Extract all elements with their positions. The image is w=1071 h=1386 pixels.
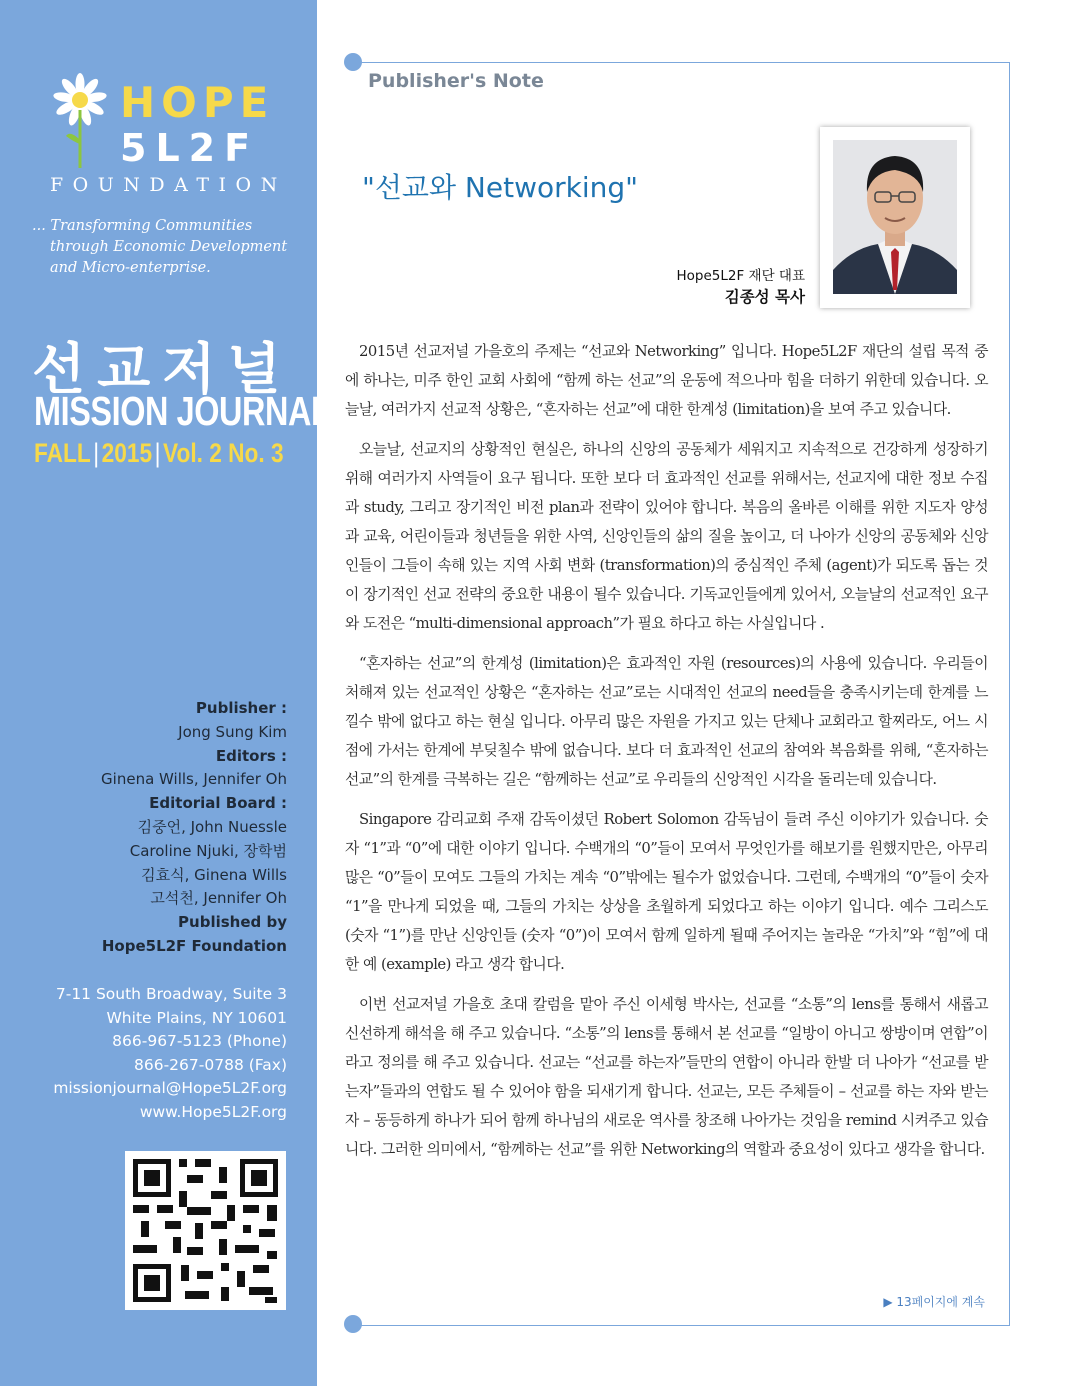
fax-number: 866-267-0788 (Fax) (134, 1055, 287, 1074)
author-name: 김종성 목사 (724, 288, 805, 306)
foundation-logo (48, 70, 288, 195)
article-paragraph: “혼자하는 선교”의 한계성 (limitation)은 효과적인 자원 (resources)의 사용에 있습니다. 우리들이 처해져 있는 선교적인 상황은 “혼자하는 선교”로는 시대적인 선교의 need들을 충족시키는데 한계를 느낄수 밖에 없다고 하는 현실 입니다. 아무리 많은 자원을 가지고 있는 단체나 교회라고 할찌라도, 어느 시점에 가서는 한계에 부딪칠수 밖에 없습니다. 보다 더 효과적인 선교의 참여와 복음화를 위해, “혼자하는 선교”의 한계를 극복하는 길은 “함께하는 선교”로 우리들의 신앙적인 시각을 돌리는데 있습니다. (345, 655, 988, 788)
board-member: 고석천, Jennifer Oh (150, 889, 287, 908)
issue-season: FALL (34, 438, 91, 468)
editorial-board-label: Editorial Board : (149, 794, 287, 813)
author-role: Hope5L2F 재단 대표 (676, 268, 805, 284)
editors-label: Editors : (215, 746, 287, 765)
address-street: 7-11 South Broadway, Suite 3 (55, 985, 287, 1003)
publisher-name: Jong Sung Kim (178, 722, 287, 741)
article-paragraph: 오늘날, 선교지의 상황적인 현실은, 하나의 신앙의 공동체가 세워지고 지속적으로 건강하게 성장하기 위해 여러가지 사역들이 요구 됩니다. 또한 보다 더 효과적인 선교를 위해서는, 선교지에 대한 정보 수집과 study, 그리고 장기적인 비전 plan과 전략이 있어야 합니다. 복음의 올바른 이해를 위한 지도자 양성과 교육, 어린이들과 청년들을 위한 사역, 신앙인들의 삶의 질을 높이고, 더 나아가 신앙의 공동체와 신앙인들이 그들이 속해 있는 지역 사회 변화 (transformation)의 중심적인 주체 (agent)가 되도록 돕는 것이 장기적인 선교 전략의 중요한 내용이 될수 있습니다. 기독교인들에게 있어서, 오늘날의 선교적인 요구와 도전은 “multi-dimensional approach”가 필요 하다고 하는 사실입니다 . (345, 441, 988, 632)
website-link[interactable]: www.Hope5L2F.org (139, 1102, 287, 1121)
masthead (27, 697, 287, 959)
frame-dot-top (344, 53, 362, 71)
section-label: Publisher's Note (368, 70, 544, 92)
continued-on-page-link[interactable]: ▶ 13페이지에 계속 (883, 1295, 985, 1309)
board-member: Caroline Njuki, 장학범 (129, 841, 287, 860)
sidebar (0, 0, 331, 1386)
journal-title-korean: 선교저널 (32, 337, 293, 401)
publisher-label: Publisher : (195, 699, 287, 717)
article-paragraph: 이번 선교저널 가을호 초대 칼럼을 맡아 주신 이세형 박사는, 선교를 “소통”의 lens를 통해서 새롭고 신선하게 해석을 해 주고 있습니다. “소통”의 lens를 통해서 본 선교를 “일방이 아니고 쌍방이며 연합”이라고 정의를 해 주고 있습니다. 선교는 “선교를 하는자”들만의 연합이 아니라 한발 더 나아가 “선교를 받는자”들과의 연합도 될 수 있어야 함을 되새기게 합니다. 선교는, 모든 주체들이 – 선교를 하는 자와 받는자 – 동등하게 하나가 되어 함께 하나님의 새로운 역사를 창조해 나아가는 것임을 remind 시켜주고 있습니다. 그러한 의미에서, “함께하는 선교”를 위한 Networking의 역할과 중요성이 있다고 생각을 합니다. (345, 996, 988, 1158)
tagline-line: and Micro-enterprise. (50, 260, 211, 276)
separator: | (154, 438, 161, 468)
issue-volume: Vol. 2 No. 3 (163, 438, 284, 468)
phone-number: 866-967-5123 (Phone) (112, 1032, 287, 1051)
article-body (345, 337, 988, 1175)
board-member: 김효식, Ginena Wills (141, 865, 287, 884)
article-paragraph: Singapore 감리교회 주재 감독이셨던 Robert Solomon 감독님이 들려 주신 이야기가 있습니다. 숫자 “1”과 “0”에 대한 이야기 입니다. 수백개의 “0”들이 모여서 무엇인가를 해보기를 원했지만은, 아무리 많은 “0”들이 모여도 그들의 가치는 계속 “0”밖에는 될수가 없었습니다. 그런데, 수백개의 “0”들이 숫자 “1”을 만나게 되었을 때, 그들의 가치는 상상을 초월하게 되었다고 하는 이야기 입니다. 예수 그리스도 (숫자 “1”)를 만난 신앙인들 (숫자 “0”)이 모여서 함께 일하게 될때 주어지는 놀라운 “가치”와 “힘”에 대한 예 (example) 라고 생각 합니다. (345, 811, 988, 973)
logo-foundation-text: FOUNDATION (50, 174, 287, 196)
published-by-name: Hope5L2F Foundation (101, 936, 287, 955)
portrait-image (833, 140, 957, 294)
tagline (32, 216, 302, 279)
logo-code-text: 5L2F (120, 126, 260, 170)
article-title: "선교와 Networking" (362, 171, 639, 204)
qr-code[interactable] (125, 1151, 286, 1310)
journal-title-english: MISSION JOURNAL (34, 388, 331, 434)
email-link[interactable]: missionjournal@Hope5L2F.org (53, 1079, 287, 1098)
logo-hope-text: HOPE (120, 78, 275, 127)
board-member: 김중언, John Nuessle (137, 817, 287, 836)
tagline-line: through Economic Development (50, 239, 288, 255)
tagline-line: ... Transforming Communities (32, 218, 253, 234)
separator: | (93, 438, 100, 468)
qr-code-icon (125, 1151, 286, 1310)
flower-logo-icon (48, 70, 118, 170)
editors-names: Ginena Wills, Jennifer Oh (101, 770, 287, 789)
frame-dot-bottom (344, 1315, 362, 1333)
issue-info (34, 438, 284, 469)
author-photo (820, 127, 970, 308)
address-city: White Plains, NY 10601 (106, 1008, 287, 1027)
issue-year: 2015 (101, 438, 153, 468)
author-caption (677, 266, 806, 308)
article-paragraph: 2015년 선교저널 가을호의 주제는 “선교와 Networking” 입니다. Hope5L2F 재단의 설립 목적 중에 하나는, 미주 한인 교회 사회에 “함께 하는 선교”의 운동에 적으나마 힘을 더하기 위한데 있습니다. 오늘날, 여러가지 선교적 상황은, “혼자하는 선교”에 대한 한계성 (limitation)을 보여 주고 있습니다. (345, 343, 988, 418)
published-by-label: Published by (178, 913, 287, 932)
contact-block (17, 983, 287, 1125)
